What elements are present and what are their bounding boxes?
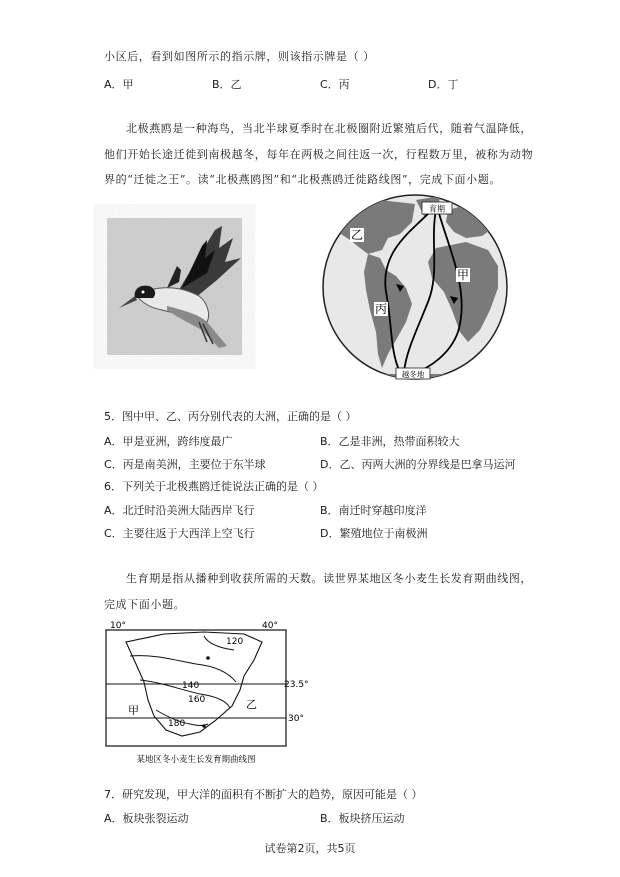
passage1-line3: 界的“迁徙之王”。读“北极燕鸥图”和“北极燕鸥迁徙路线图”，完成下面小题。	[104, 173, 501, 186]
option-c: C．丙	[320, 78, 350, 91]
q6-option-c: C．主要往返于大西洋上空飞行	[104, 527, 255, 540]
q7-stem: 7．研究发现，甲大洋的面积有不断扩大的趋势，原因可能是（ ）	[104, 788, 423, 801]
q5-option-b: B．乙是非洲，热带面积较大	[320, 435, 460, 448]
lon-label-right: 40°	[262, 621, 278, 631]
label-breeding: 育期	[429, 204, 445, 214]
q5-option-c: C．丙是南美洲，主要位于东半球	[104, 458, 266, 471]
region-label-jia: 甲	[128, 704, 139, 717]
q7-option-b: B．板块挤压运动	[320, 812, 405, 825]
iso-label-140: 140	[182, 681, 200, 691]
option-a: A．甲	[104, 78, 134, 91]
iso-label-180: 180	[168, 719, 186, 729]
migration-globe-map	[320, 192, 510, 382]
page-footer: 试卷第2页，共5页	[264, 842, 356, 855]
question-stem-prev: 小区后，看到如图所示的指示牌，则该指示牌是（ ）	[104, 50, 375, 63]
arctic-tern-icon	[107, 218, 242, 355]
lat-label-lower: 30°	[288, 714, 304, 724]
passage1-line1: 北极燕鸥是一种海鸟，当北半球夏季时在北极圈附近繁殖后代，随着气温降低，	[126, 122, 532, 135]
q6-option-b: B．南迁时穿越印度洋	[320, 504, 427, 517]
lon-label-left: 10°	[110, 621, 126, 631]
q6-option-a: A．北迁时沿美洲大陆西岸飞行	[104, 504, 255, 517]
passage1-line2: 他们开始长途迁徙到南极越冬，每年在两极之间往返一次，行程数万里，被称为动物	[104, 148, 534, 161]
region-label-yi: 乙	[246, 698, 257, 711]
q5-option-d: D．乙、丙两大洲的分界线是巴拿马运河	[320, 458, 516, 471]
passage2-line1: 生育期是指从播种到收获所需的天数。读世界某地区冬小麦生长发育期曲线图，	[126, 572, 532, 585]
q7-option-a: A．板块张裂运动	[104, 812, 189, 825]
option-d: D．丁	[428, 78, 459, 91]
passage2-line2: 完成下面小题。	[104, 598, 186, 611]
q6-option-d: D．繁殖地位于南极洲	[320, 527, 428, 540]
label-wintering: 越冬地	[401, 370, 425, 379]
q6-stem: 6．下列关于北极燕鸥迁徙说法正确的是（ ）	[104, 480, 324, 493]
option-b: B．乙	[212, 78, 242, 91]
map-caption: 某地区冬小麦生长发育期曲线图	[136, 755, 256, 765]
lat-label-upper: 23.5°	[284, 680, 309, 690]
arctic-tern-image	[107, 218, 242, 355]
label-yi: 乙	[350, 228, 364, 242]
iso-label-120: 120	[226, 637, 244, 647]
wheat-growth-map	[104, 620, 309, 768]
q5-option-a: A．甲是亚洲，跨纬度最广	[104, 435, 233, 448]
label-bing: 丙	[374, 302, 388, 316]
q5-stem: 5．图中甲、乙、丙分别代表的大洲，正确的是（ ）	[104, 410, 357, 423]
label-jia: 甲	[456, 268, 470, 282]
iso-label-160: 160	[188, 695, 206, 705]
